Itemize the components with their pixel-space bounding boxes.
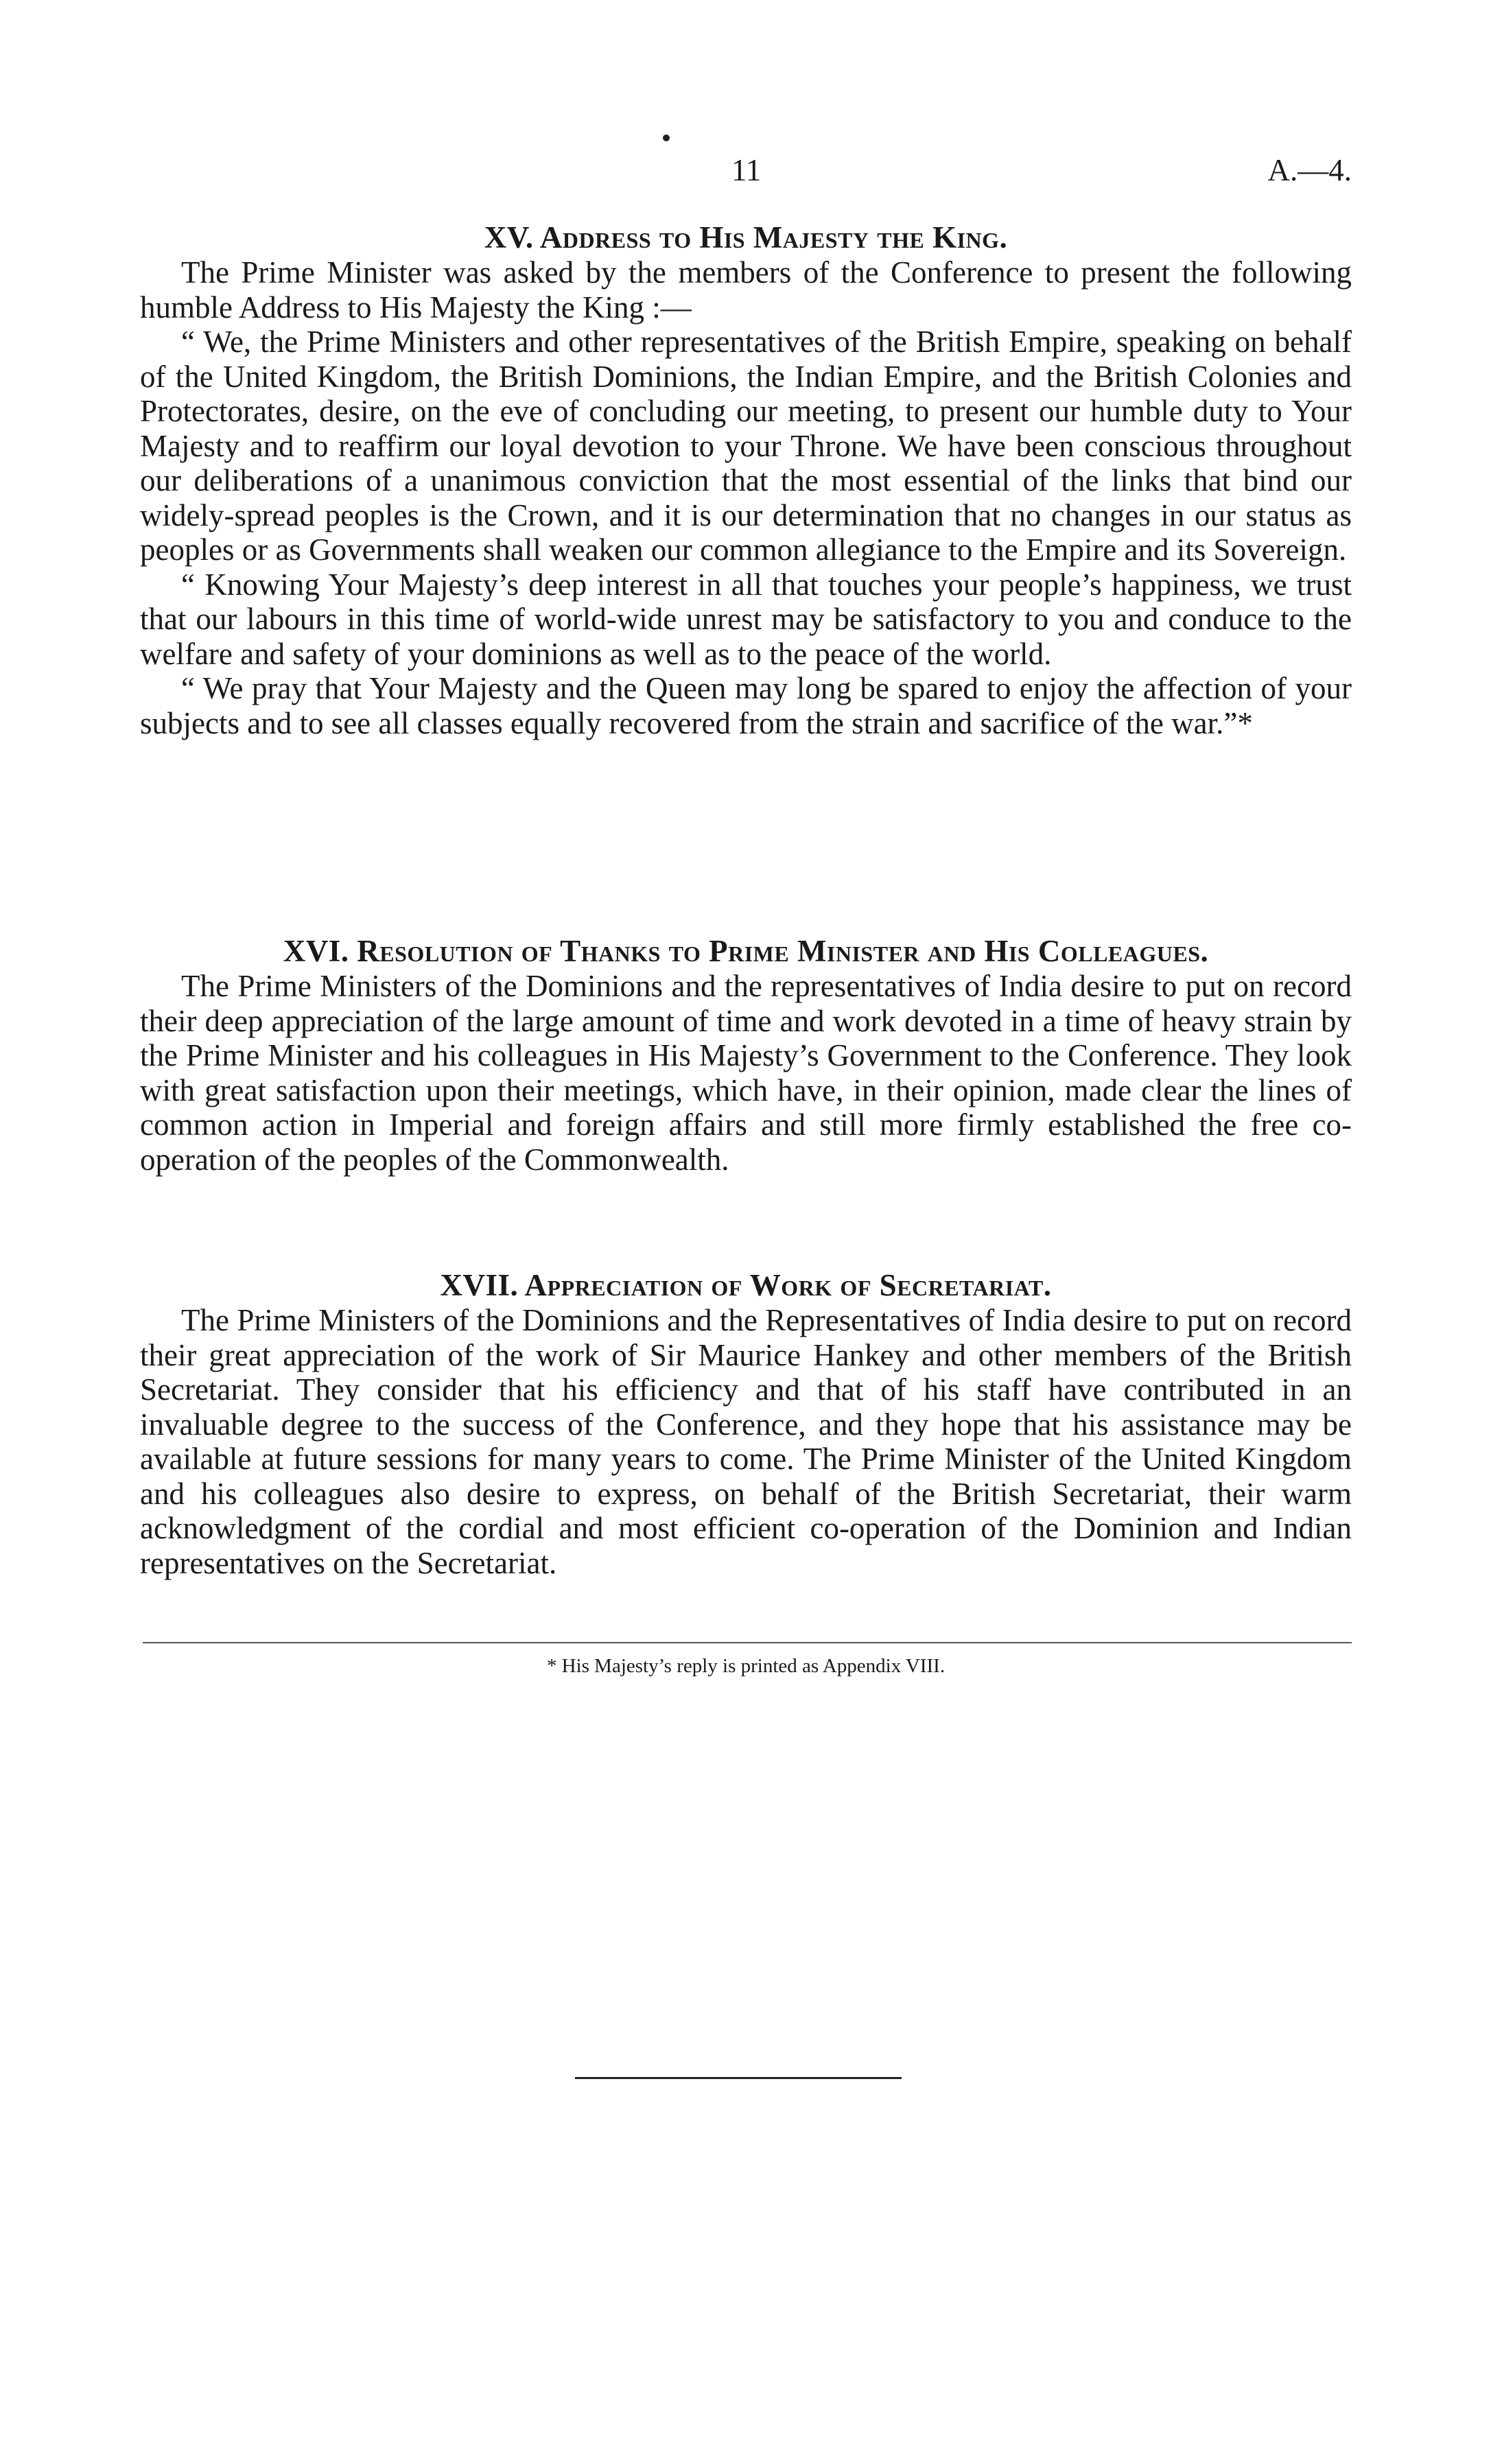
section-xvi xyxy=(140,933,1352,1177)
paragraph: The Prime Minister was asked by the members of the Conference to present the following humble Address to His Majesty the King :— xyxy=(140,255,1352,325)
paragraph: “ Knowing Your Majesty’s deep interest in all that touches your people’s happiness, we trust that our labours in this time of world-wide unrest may be satisfactory to you and conduce to the welfare and safety of your dominions as well as to the peace of the world. xyxy=(140,567,1352,671)
section-heading: XVI. Resolution of Thanks to Prime Minister and His Colleagues. xyxy=(283,934,1209,968)
document-reference: A.—4. xyxy=(1267,153,1352,187)
page-number: 11 xyxy=(731,153,762,187)
paragraph: “ We, the Prime Ministers and other representatives of the British Empire, speaking on behalf of the United Kingdom, the British Dominions, the Indian Empire, and the British Colonies and Protectorates, desire, on the eve of concluding our meeting, to present our humble duty to Your Majesty and to reaffirm our loyal devotion to your Throne. We have been conscious throughout our deliberations of a unanimous conviction that the most essential of the links that bind our widely-spread peoples is the Crown, and it is our determination that no changes in our status as peoples or as Governments shall weaken our common allegiance to the Empire and its Sovereign. xyxy=(140,325,1352,567)
page-header xyxy=(140,152,1352,193)
section-xvii xyxy=(140,1267,1352,1580)
footnote-rule xyxy=(143,1642,1352,1643)
end-rule xyxy=(575,2077,902,2079)
footnote: * His Majesty’s reply is printed as Appendix VIII. xyxy=(546,1655,946,1677)
section-heading: XVII. Appreciation of Work of Secretariat. xyxy=(440,1268,1052,1302)
paragraph: The Prime Ministers of the Dominions and the representatives of India desire to put on record their deep appreciation of the large amount of time and work devoted in a time of heavy strain by the Prime Minister and his colleagues in His Majesty’s Government to the Conference. They look with great satisfaction upon their meetings, which have, in their opinion, made clear the lines of common action in Imperial and foreign affairs and still more firmly established the free co-operation of the peoples of the Commonwealth. xyxy=(140,969,1352,1177)
paragraph: “ We pray that Your Majesty and the Queen may long be spared to enjoy the affection of your subjects and to see all classes equally recovered from the strain and sacrifice of the war.”* xyxy=(140,671,1352,740)
paragraph: The Prime Ministers of the Dominions and the Representatives of India desire to put on record their great appreciation of the work of Sir Maurice Hankey and other members of the British Secretariat. They consider that his efficiency and that of his staff have contributed in an invaluable degree to the success of the Conference, and they hope that his assistance may be available at future sessions for many years to come. The Prime Minister of the United Kingdom and his colleagues also desire to express, on behalf of the British Secretariat, their warm acknowledgment of the cordial and most efficient co-operation of the Dominion and Indian representatives on the Secretariat. xyxy=(140,1303,1352,1580)
section-xv xyxy=(140,220,1352,740)
section-heading: XV. Address to His Majesty the King. xyxy=(484,220,1008,255)
page-speck xyxy=(663,134,670,141)
